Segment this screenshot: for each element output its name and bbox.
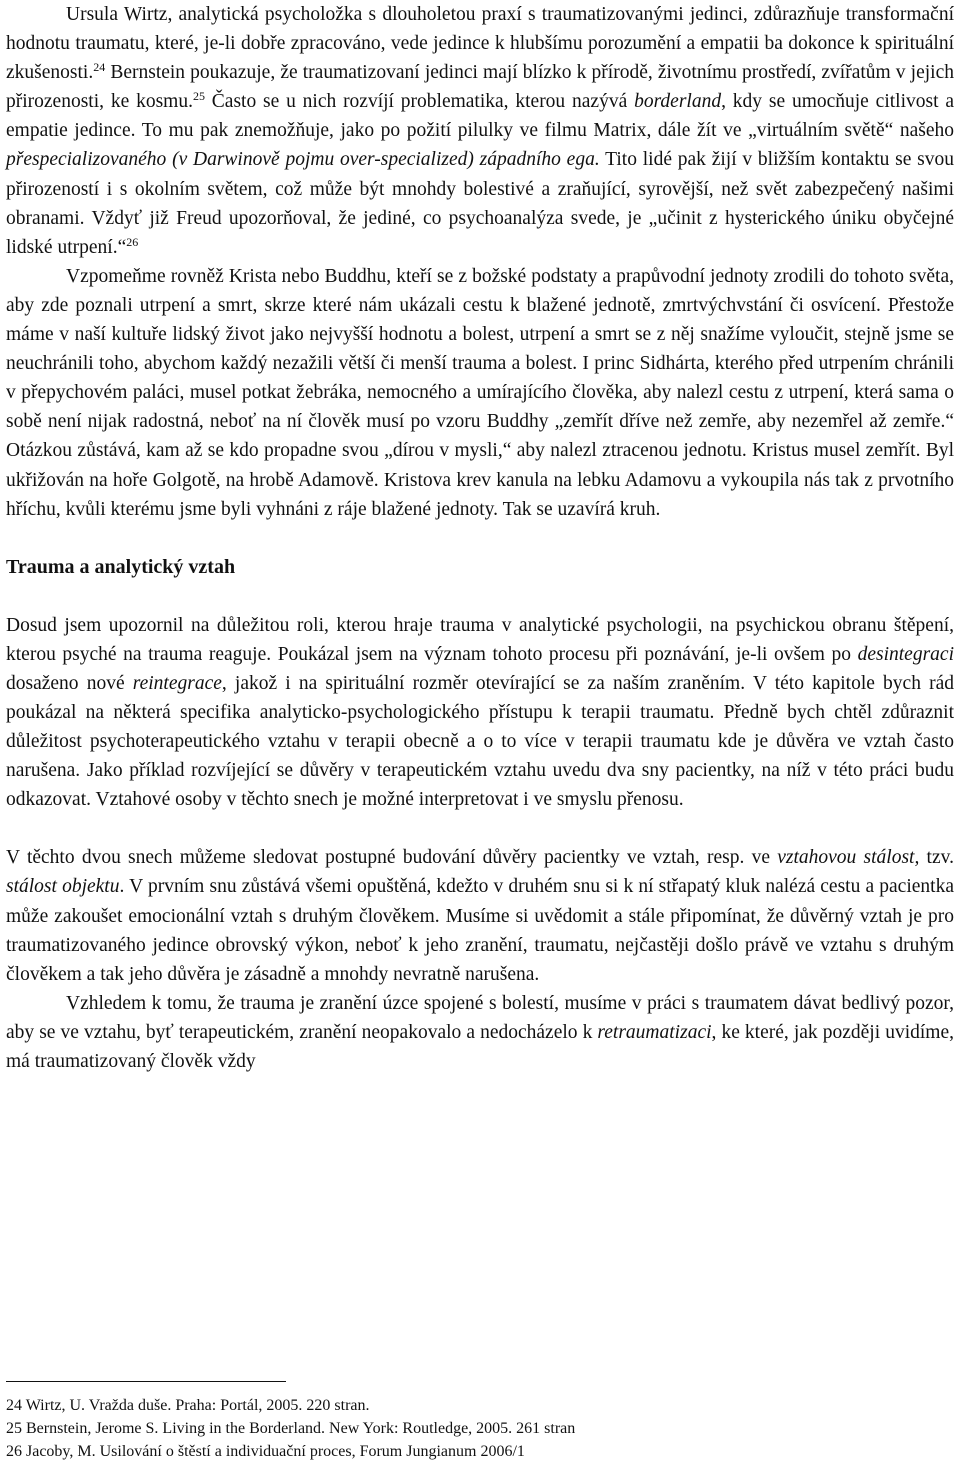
section-body xyxy=(6,611,954,1076)
intro-paragraphs xyxy=(6,0,954,524)
footnote-ref: 25 xyxy=(192,89,205,104)
paragraph-p4 xyxy=(6,843,954,988)
paragraph-p5 xyxy=(6,989,954,1076)
italic-term: reintegrace xyxy=(132,672,222,694)
text-run: Vzhledem k tomu, že trauma je zranění úzce spojené s bolestí, musíme v práci s traumatem dávat bedlivý pozor, aby se ve vztahu, byť terapeutickém, zranění neopakovalo a nedocházelo k xyxy=(6,992,954,1043)
text-run: V těchto dvou snech můžeme sledovat postupné budování důvěry pacientky ve vztah, resp. ve xyxy=(6,847,778,869)
text-run: Ursula Wirtz, analytická psycholožka s dlouholetou praxí s traumatizovanými jedinci, zdůrazňuje transformační hodnotu traumatu, které, je-li dobře zpracováno, vede jedince k hlubšímu porozumění a empatii ba dokonce k spirituální zkušenosti. xyxy=(6,4,954,84)
text-run: tzv. xyxy=(919,847,954,869)
footnote-26: 26 Jacoby, M. Usilování o štěstí a individuační proces, Forum Jungianum 2006/1 xyxy=(6,1443,525,1460)
italic-term: vztahovou stálost, xyxy=(777,847,920,869)
italic-term: borderland xyxy=(634,91,722,113)
text-run: Bernstein poukazuje, že traumatizovaní jedinci mají blízko k přírodě, životnímu prostředí, zvířatům v jejich přirozenosti, ke kosmu. xyxy=(6,62,954,113)
text-run: , kdy se umocňuje citlivost a empatie jedince. To mu pak znemožňuje, jako po požití pilulky ve filmu Matrix, dále žít ve „virtuálním světě“ našeho xyxy=(6,91,954,142)
footnote-24: 24 Wirtz, U. Vražda duše. Praha: Portál, 2005. 220 stran. xyxy=(6,1397,370,1414)
italic-term: retraumatizaci xyxy=(597,1021,712,1043)
text-run: Vzpomeňme rovněž Krista nebo Buddhu, kteří se z božské podstaty a prapůvodní jednoty zrodili do tohoto světa, aby zde poznali utrpení a smrt, skrze které nám ukázali cestu k blažené jednotě, zmrtvýchvstání či osvícení. Přestože máme v naší kultuře lidský život jako nejvyšší hodnotu a bolest, utrpení a smrt se z něj snažíme vyloučit, stejně jsme se neuchránili toho, abychom každý nezažili větší či menší trauma a bolest. I princ Sidhárta, kterého před utrpením chránili v přepychovém paláci, musel potkat žebráka, nemocného a umírajícího člověka, aby nalezl cestu z utrpení, která sama o sobě není nijak radostná, neboť na ní člověk musí po vzoru Buddhy „zemřít dříve než zemře, aby nezemřel až zemře.“ Otázkou zůstává, kam až se kdo propadne svou „dírou v mysli,“ aby nalezl ztracenou jednotu. Kristus musel zemřít. Byl ukřižován na hoře Golgotě, na hrobě Adamově. Kristova krev kanula na lebku Adamovu a vykoupila nás tak z prvotního hříchu, kvůli kterému jsme byli vyhnáni z ráje blažené jednoty. Tak se uzavírá kruh. xyxy=(6,265,954,520)
italic-term: přespecializovaného (v Darwinově pojmu over-specialized) západního ega. xyxy=(6,149,600,171)
footnote-ref: 26 xyxy=(126,234,139,249)
text-run: Dosud jsem upozornil na důležitou roli, kterou hraje trauma v analytické psychologii, na psychickou obranu štěpení, kterou psyché na trauma reaguje. Poukázal jsem na význam tohoto procesu při poznávání, je-li ovšem po xyxy=(6,614,954,665)
italic-term: desintegraci xyxy=(857,643,954,665)
text-run: Často se u nich rozvíjí problematika, kterou nazývá xyxy=(204,91,635,113)
text-run: . V prvním snu zůstává všemi opuštěná, kdežto v druhém snu si k ní střapatý kluk nalézá cestu a pacientka může zakoušet emocionální vztah s druhým člověkem. Musíme si uvědomit a stále připomínat, že důvěrný vztah je pro traumatizovaného jedince obrovský výkon, neboť k jeho zranění, traumatu, nejčastěji došlo právě ve vztahu s druhým člověkem a tak jeho důvěra je zásadně a mnohdy nevratně narušena. xyxy=(6,876,954,985)
text-run: Tito lidé pak žijí v bližším kontaktu se svou přirozeností i s okolním světem, což může být mnohdy bolestivé a zraňující, syrovější, než svět zabezpečený našimi obranami. Vždyť již Freud upozorňoval, že jediné, co psychoanalýza svede, je „učinit z hysterického úniku obyčejné lidské utrpení.“ xyxy=(6,149,954,258)
footnote-25: 25 Bernstein, Jerome S. Living in the Borderland. New York: Routledge, 2005. 261 stran xyxy=(6,1420,576,1437)
text-run: , jakož i na spirituální rozměr otevírající se za naším zraněním. V této kapitole bych rád poukázal na některá specifika analyticko-psychologického přístupu k terapii traumatu. Předně bych chtěl zdůraznit důležitost psychoterapeutického vztahu v terapii obecně a o to více v terapii traumatu kde je důvěra ve vztah často narušena. Jako příklad rozvíjející se důvěry v terapeutickém vztahu uvedu dva sny pacientky, na níž v této práci budu odkazovat. Vztahové osoby v těchto snech je možné interpretovat i ve smyslu přenosu. xyxy=(6,672,954,811)
footnotes xyxy=(6,1394,954,1463)
footnote-divider xyxy=(6,1381,286,1382)
footnote-ref: 24 xyxy=(93,60,106,75)
paragraph-p1 xyxy=(6,0,954,262)
document-page xyxy=(6,0,954,1076)
italic-term: stálost objektu xyxy=(6,876,120,898)
paragraph-p2 xyxy=(6,262,954,524)
paragraph-p3 xyxy=(6,611,954,815)
section-heading: Trauma a analytický vztah xyxy=(6,555,236,578)
text-run: dosaženo nové xyxy=(6,672,133,694)
text-run: , ke které, jak později uvidíme, má traumatizovaný člověk vždy xyxy=(6,1021,954,1072)
